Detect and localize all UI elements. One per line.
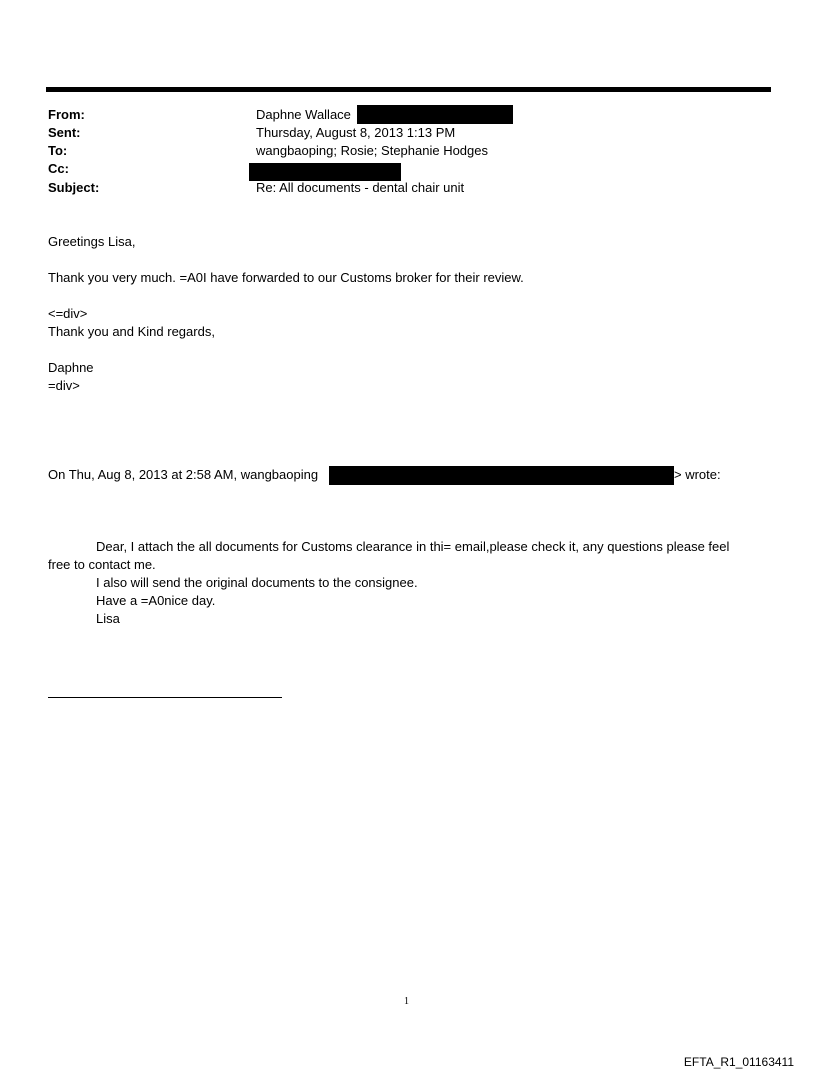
from-value: Daphne Wallace [256, 107, 351, 122]
sent-value: Thursday, August 8, 2013 1:13 PM [256, 125, 456, 140]
quoted-line: Have a =A0nice day. [96, 593, 216, 608]
sent-label: Sent: [48, 125, 81, 140]
cc-label: Cc: [48, 161, 69, 176]
body-line: Thank you and Kind regards, [48, 324, 215, 339]
from-label: From: [48, 107, 85, 122]
header-divider [46, 87, 771, 92]
redaction-box [357, 105, 513, 124]
document-id: EFTA_R1_01163411 [683, 1055, 794, 1069]
quoted-line: free to contact me. [48, 557, 156, 572]
body-line: <=div> [48, 306, 88, 321]
greeting: Greetings Lisa, [48, 234, 136, 249]
to-value: wangbaoping; Rosie; Stephanie Hodges [256, 143, 489, 158]
quoted-line: Dear, I attach the all documents for Customs clearance in thi= email,please check it, any questions please feel [96, 539, 730, 554]
quote-attribution-suffix: > wrote: [674, 467, 721, 482]
footnote-divider [48, 697, 282, 698]
body-line: Thank you very much. =A0I have forwarded to our Customs broker for their review. [48, 270, 524, 285]
page-number: 1 [404, 996, 409, 1007]
subject-value: Re: All documents - dental chair unit [256, 180, 465, 195]
redaction-box [329, 466, 674, 485]
quoted-signature: Lisa [96, 611, 120, 626]
body-line: =div> [48, 378, 80, 393]
signature: Daphne [48, 360, 94, 375]
quoted-line: I also will send the original documents to the consignee. [96, 575, 418, 590]
subject-label: Subject: [48, 180, 100, 195]
to-label: To: [48, 143, 68, 158]
quote-attribution-prefix: On Thu, Aug 8, 2013 at 2:58 AM, wangbaoping [48, 467, 319, 482]
